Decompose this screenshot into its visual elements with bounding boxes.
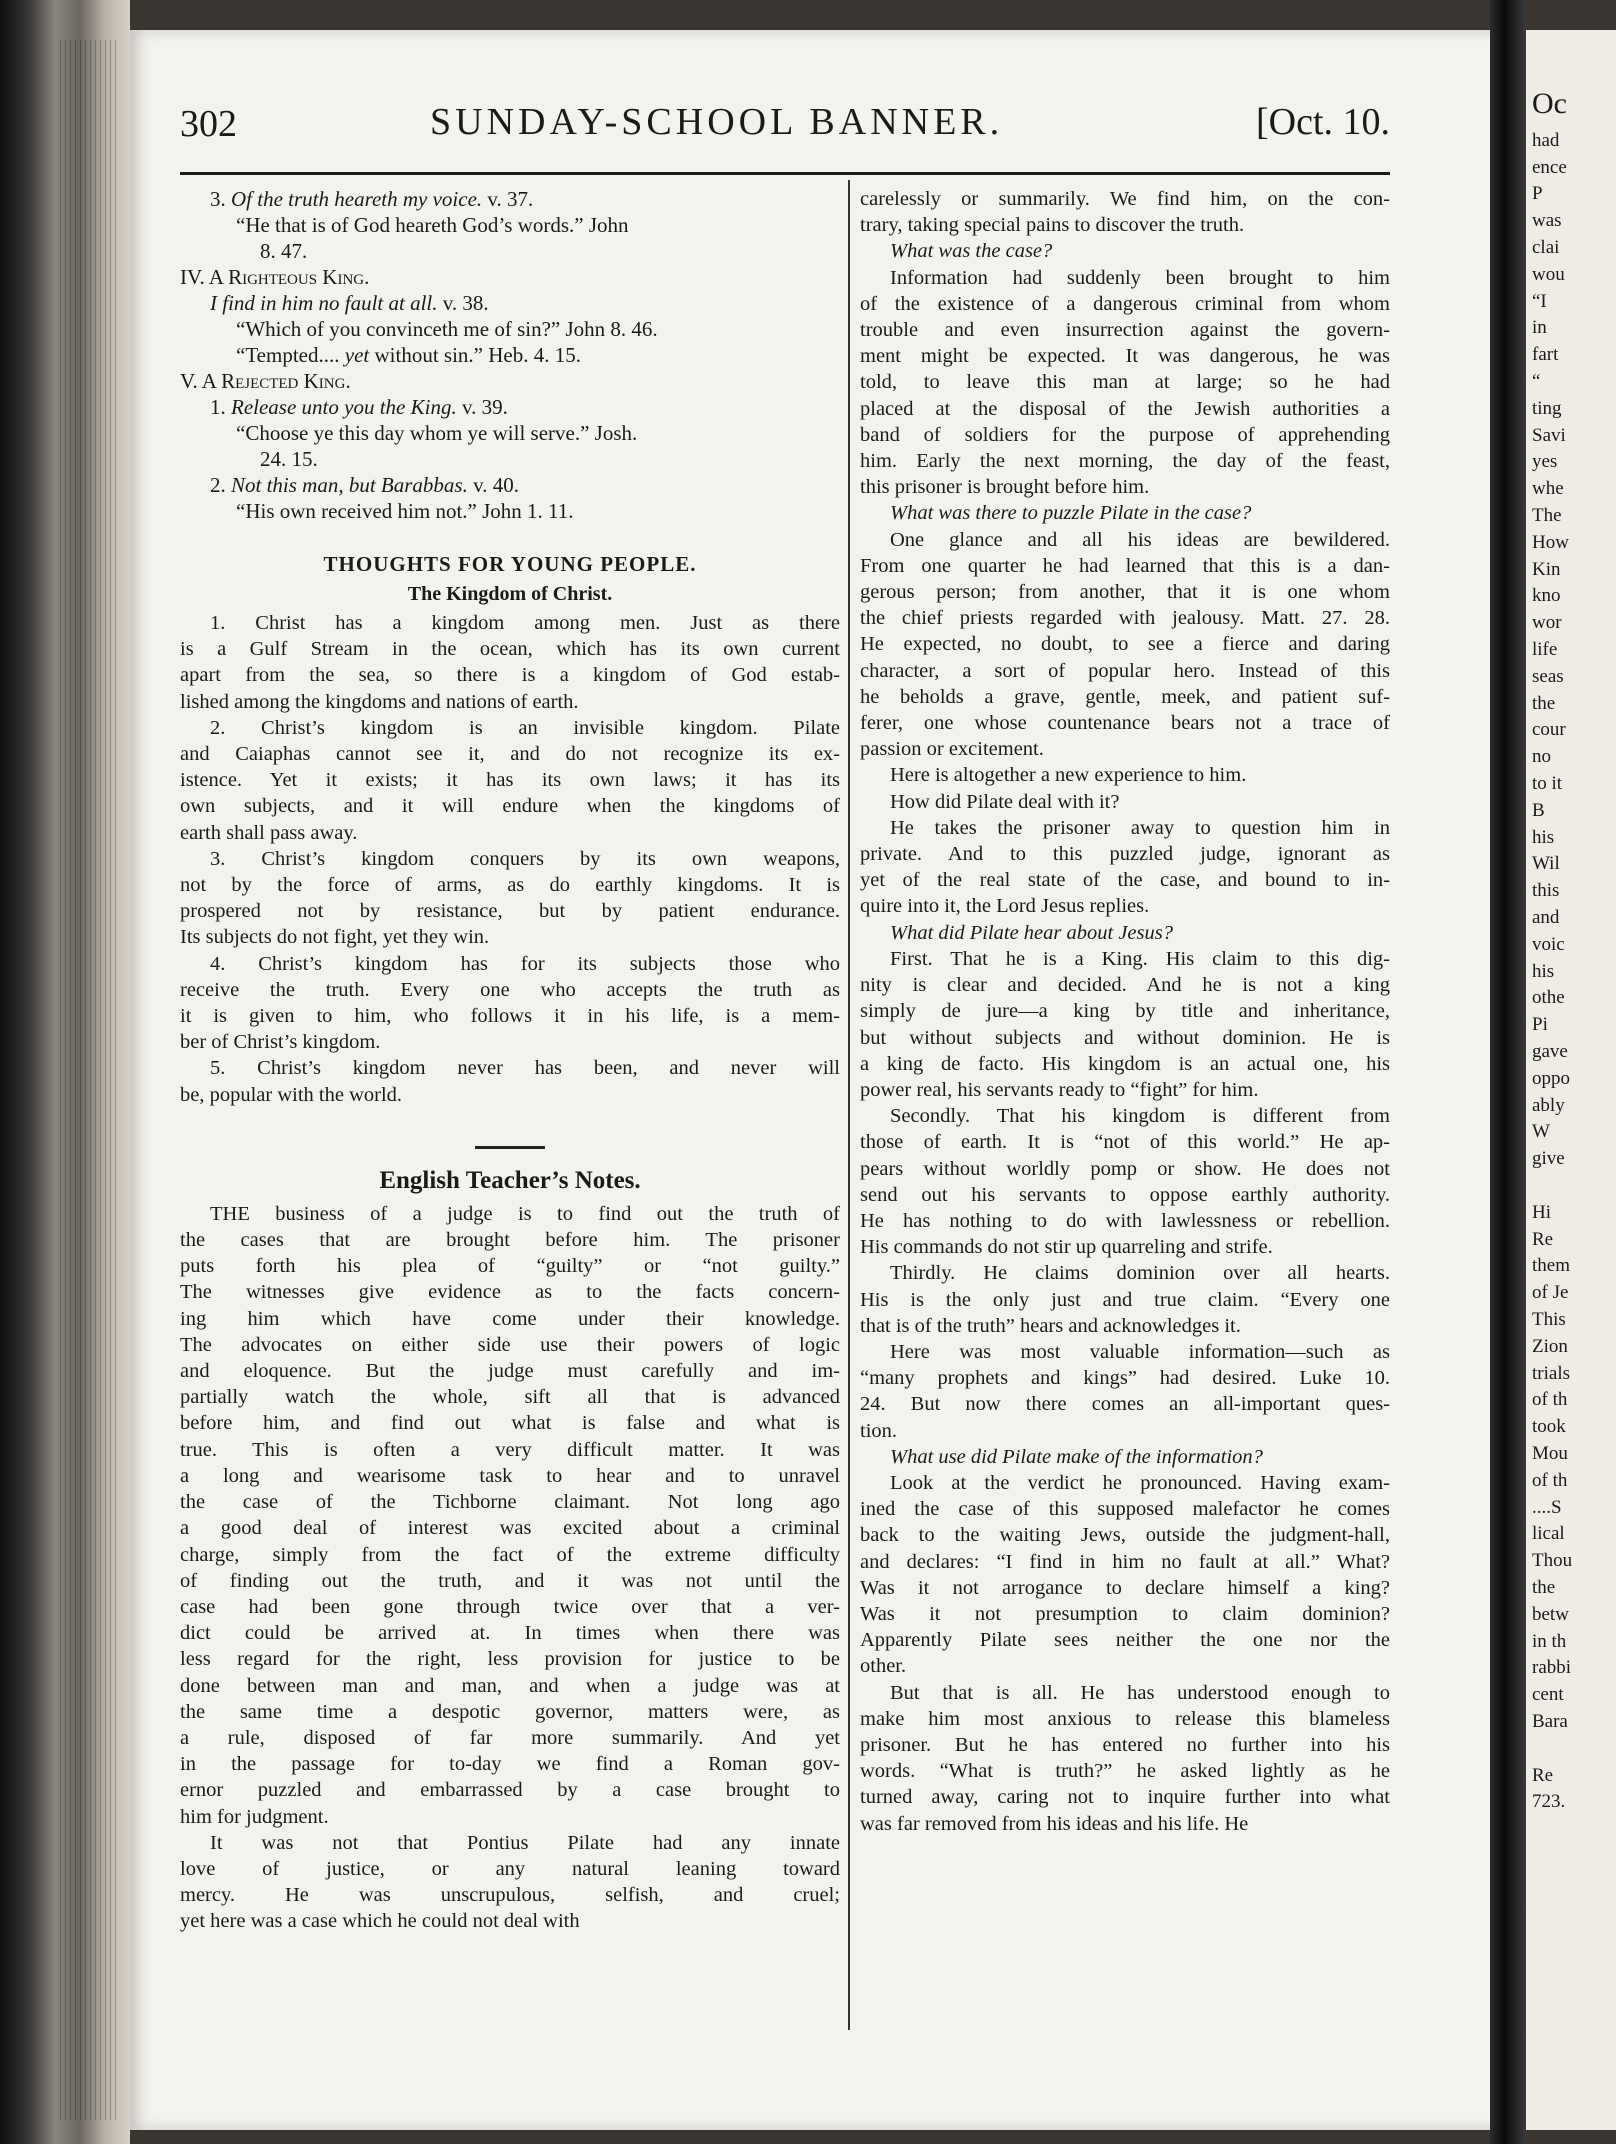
facing-page-fragment <box>1526 30 1616 2130</box>
facing-page-text: ably <box>1532 1094 1565 1116</box>
book-spine <box>0 0 130 2144</box>
facing-page-text: cour <box>1532 719 1566 741</box>
facing-page-text: “I <box>1532 290 1547 312</box>
body-paragraph: Information had suddenly been brought to him of the existence of a dangerous criminal from whom trouble and even insurrection against the govern- ment might be expected. It was dangerous, he was told, to leave this man at large; so he had placed at the disposal of the Jewish authorities a band of soldiers for the purpose of apprehending him. Early the next morning, the day of the feast, this prisoner is brought before him. <box>860 266 1390 499</box>
notes-paragraph: THE business of a judge is to find out the truth of the cases that are brought before him. The prisoner puts forth his plea of “guilty” or “not guilty.” The witnesses give evidence as to the facts concern- ing him which have come under their knowledge. The advocates on either side use their powers of logic and eloquence. But the judge must carefully and im- partially watch the whole, sift all that is advanced before him, and find out what is false and what is true. This is often a very difficult matter. It was a long and wearisome task to hear and to unravel the case of the Tichborne claimant. Not long ago a good deal of interest was excited about a criminal charge, simply from the fact of the extreme difficulty of finding out the truth, and it was not until the case had been gone through twice over that a ver- dict could be arrived at. In times when there was less regard for the right, less provision for justice to be done between man and man, and when a judge was at the same time a despotic governor, matters were, as a rule, disposed of far more summarily. And yet in the passage for to-day we find a Roman gov- ernor puzzled and embarrassed by a case brought to him for judgment. <box>180 1202 840 1828</box>
body-paragraph: carelessly or summarily. We find him, on the con- trary, taking special pains to discover the truth. <box>860 188 1390 237</box>
question-heading: What did Pilate hear about Jesus? <box>890 921 1173 944</box>
thought-paragraph: 4. Christ’s kingdom has for its subjects those who receive the truth. Every one who accepts the truth as it is given to him, who follows it in his life, is a mem- ber of Christ’s kingdom. <box>180 952 840 1054</box>
thought-paragraph: 1. Christ has a kingdom among men. Just as there is a Gulf Stream in the ocean, which has its own current apart from the sea, so there is a kingdom of God estab- lished among the kingdoms and nations of earth. <box>180 612 840 713</box>
outline-line: I find in him no fault at all. v. 38. <box>210 291 489 315</box>
facing-page-text: Re <box>1532 1764 1554 1786</box>
facing-page-text: oppo <box>1532 1067 1570 1089</box>
facing-page-text: Mou <box>1532 1443 1568 1464</box>
thought-paragraph: 3. Christ’s kingdom conquers by its own weapons, not by the force of arms, as do earthly kingdoms. It is prospered not by resistance, but by patient endurance. Its subjects do not fight, yet they win. <box>180 847 840 949</box>
facing-page-text: ....S <box>1532 1496 1562 1518</box>
column-divider <box>848 180 850 2030</box>
book-gutter <box>1490 0 1526 2144</box>
thoughts-subtitle: The Kingdom of Christ. <box>407 583 613 605</box>
facing-page-text: Re <box>1532 1228 1554 1250</box>
spine-page-edges <box>60 40 120 2120</box>
thought-paragraph: 5. Christ’s kingdom never has been, and never will be, popular with the world. <box>180 1057 840 1106</box>
facing-page-text: wor <box>1532 612 1562 634</box>
facing-page-text: voic <box>1532 933 1565 955</box>
body-paragraph: Here was most valuable information—such as “many prophets and kings” had desired. Luke 10. 24. But now there comes an all-important ques- tion. <box>860 1340 1390 1442</box>
facing-page-text: give <box>1532 1148 1565 1170</box>
facing-page-text: this <box>1532 880 1560 902</box>
outline-line: 24. 15. <box>260 447 318 471</box>
facing-page-text: had <box>1532 129 1560 151</box>
facing-page-text: Zion <box>1532 1335 1568 1357</box>
facing-page-text: Bara <box>1532 1711 1568 1732</box>
body-paragraph: One glance and all his ideas are bewildered. From one quarter he had learned that this is a dan- gerous person; from another, that it is one whom the chief priests regarded with jealousy. Matt. 27. 28. He expected, no doubt, to see a fierce and daring character, a sort of popular hero. Instead of this he beholds a grave, gentle, meek, and patient suf- ferer, one whose countenance bears not a trace of passion or excitement. <box>860 528 1390 761</box>
lesson-outline <box>180 186 840 524</box>
facing-page-text: B <box>1532 799 1545 821</box>
outline-line: “Which of you convinceth me of sin?” John 8. 46. <box>236 317 658 341</box>
body-paragraph: First. That he is a King. His claim to this dig- nity is clear and decided. And he is not a king simply de jure—a king by title and inheritance, but without subjects and without dominion. He is a king de facto. His kingdom is an actual one, his power real, his servants ready to “fight” for him. <box>860 947 1390 1101</box>
outline-line: “His own received him not.” John 1. 11. <box>236 499 574 523</box>
facing-page-text: Thou <box>1532 1550 1573 1572</box>
facing-page-text: his <box>1532 960 1555 982</box>
outline-line: V. A Rejected King. <box>180 369 351 393</box>
facing-page-text: wou <box>1532 263 1565 285</box>
section-separator <box>475 1146 545 1149</box>
question-heading: What use did Pilate make of the information? <box>890 1445 1263 1468</box>
facing-page-text: lical <box>1532 1523 1565 1545</box>
outline-line: “Choose ye this day whom ye will serve.” Josh. <box>236 421 638 445</box>
facing-page-text: Wil <box>1532 853 1560 875</box>
facing-page-text: yes <box>1532 451 1558 473</box>
facing-page-text: 723. <box>1532 1791 1566 1813</box>
facing-page-text: was <box>1532 210 1562 232</box>
facing-page-text: of th <box>1532 1389 1568 1411</box>
outline-line: “He that is of God heareth God’s words.” John <box>236 213 629 237</box>
facing-page-text: betw <box>1532 1603 1569 1625</box>
facing-page-text: them <box>1532 1255 1570 1277</box>
facing-page-text: his <box>1532 826 1555 848</box>
facing-page-text: Pi <box>1532 1014 1548 1036</box>
left-column <box>180 186 840 1935</box>
running-title: SUNDAY-SCHOOL BANNER. <box>430 101 1004 143</box>
header-rule <box>180 172 1390 175</box>
outline-line: 2. Not this man, but Barabbas. v. 40. <box>210 473 519 497</box>
question-heading: What was there to puzzle Pilate in the case? <box>890 502 1252 525</box>
facing-page-text: clai <box>1532 237 1560 258</box>
facing-page-text: Oc <box>1532 87 1567 120</box>
facing-page-text: whe <box>1532 478 1564 500</box>
facing-page-text: W <box>1532 1121 1550 1143</box>
thought-paragraph: 2. Christ’s kingdom is an invisible kingdom. Pilate and Caiaphas cannot see it, and do not recognize its ex- istence. Yet it exists; it has its own laws; it has its own subjects, and it will endure when the kingdoms of earth shall pass away. <box>180 716 840 844</box>
facing-page-text: of th <box>1532 1469 1568 1491</box>
body-paragraph: But that is all. He has understood enough to make him most anxious to release this blameless prisoner. But he has entered no further into his words. “What is truth?” he asked lightly as he turned away, caring not to inquire further into what was far removed from his ideas and his life. He <box>860 1681 1390 1835</box>
facing-page-text: rabbi <box>1532 1657 1572 1679</box>
facing-page-text: “ <box>1532 371 1541 392</box>
facing-page-text: This <box>1532 1309 1566 1330</box>
facing-page-text: P <box>1532 183 1543 205</box>
right-column <box>860 186 1390 1837</box>
thoughts-title: THOUGHTS FOR YOUNG PEOPLE. <box>323 552 697 576</box>
body-paragraph: Secondly. That his kingdom is different from those of earth. It is “not of this world.” He ap- pears without worldly pomp or show. He does not send out his servants to oppose earthly authority. He has nothing to do with lawlessness or rebellion. His commands do not stir up quarreling and strife. <box>860 1105 1390 1259</box>
body-paragraph: How did Pilate deal with it? <box>890 790 1120 813</box>
facing-page-text: ting <box>1532 397 1562 419</box>
facing-page-text: and <box>1532 907 1560 928</box>
facing-page-text: The <box>1532 505 1562 526</box>
facing-page-text: to it <box>1532 773 1563 794</box>
facing-page-text: cent <box>1532 1684 1564 1706</box>
facing-page-text: fart <box>1532 344 1559 366</box>
outline-line: “Tempted.... yet without sin.” Heb. 4. 15. <box>236 343 581 367</box>
thoughts-section <box>180 552 840 1108</box>
body-paragraph: Thirdly. He claims dominion over all hearts. His is the only just and true claim. “Every one that is of the truth” hears and acknowledges it. <box>860 1262 1390 1337</box>
notes-title: English Teacher’s Notes. <box>379 1166 641 1194</box>
facing-page-text: the <box>1532 692 1556 714</box>
outline-line: 1. Release unto you the King. v. 39. <box>210 395 508 419</box>
facing-page-text: seas <box>1532 665 1564 687</box>
facing-page-text: in th <box>1532 1630 1567 1652</box>
page-header <box>180 90 1390 150</box>
body-paragraph: He takes the prisoner away to question him in private. And to this puzzled judge, ignorant as yet of the real state of the case, and bound to in- quire into it, the Lord Jesus replies. <box>860 816 1390 918</box>
body-paragraph: Look at the verdict he pronounced. Having exam- ined the case of this supposed malefactor he comes back to the waiting Jews, outside the judgment-hall, and declares: “I find in him no fault at all.” What? Was it not arrogance to declare himself a king? Was it not presumption to claim dominion? Apparently Pilate sees neither the one nor the other. <box>860 1471 1390 1678</box>
notes-paragraph: It was not that Pontius Pilate had any innate love of justice, or any natural leaning toward mercy. He was unscrupulous, selfish, and cruel; yet here was a case which he could not deal with <box>180 1831 840 1933</box>
facing-page-text: took <box>1532 1416 1566 1438</box>
facing-page-text: ence <box>1532 156 1567 178</box>
outline-line: 3. Of the truth heareth my voice. v. 37. <box>210 187 534 211</box>
outline-line: IV. A Righteous King. <box>180 265 370 289</box>
outline-line: 8. 47. <box>260 239 308 263</box>
facing-page-text: kno <box>1532 585 1561 607</box>
facing-page-text: trials <box>1532 1362 1570 1384</box>
teachers-notes-section <box>180 1167 840 1935</box>
facing-page-text: othe <box>1532 987 1565 1009</box>
body-paragraph: Here is altogether a new experience to him. <box>890 764 1247 787</box>
header-date: [Oct. 10. <box>1255 101 1390 143</box>
question-heading: What was the case? <box>890 240 1053 263</box>
facing-page-text: in <box>1532 317 1547 339</box>
facing-page-text: of Je <box>1532 1282 1569 1304</box>
facing-page-text: the <box>1532 1577 1556 1598</box>
facing-page-text: Savi <box>1532 424 1566 446</box>
facing-page-text: Hi <box>1532 1201 1551 1223</box>
facing-page-text: life <box>1532 639 1558 660</box>
page-number: 302 <box>180 103 237 145</box>
facing-page-text: Kin <box>1532 558 1561 580</box>
facing-page-text: How <box>1532 531 1569 553</box>
facing-page-text: no <box>1532 746 1551 768</box>
facing-page-text: gave <box>1532 1041 1568 1062</box>
